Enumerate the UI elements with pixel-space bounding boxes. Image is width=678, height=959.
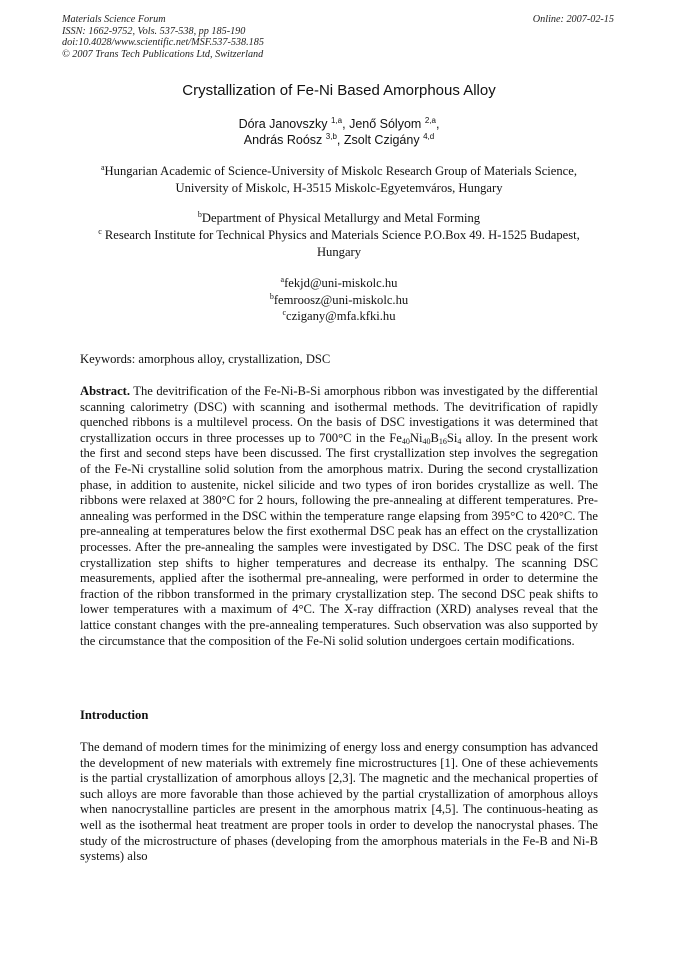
affiliation-c: $^c$ Research Institute for Technical Physics and Materials Science P.O.Box 49. H-1525 Budapest, Hungary bbox=[98, 227, 580, 259]
affiliation-a: $^a$Hungarian Academic of Science-University of Miskolc Research Group of Materials Science, University of Miskolc, H-3515 Miskolc-Egyetemváros, Hungary bbox=[100, 163, 578, 195]
author-affil-mark: 4,d bbox=[423, 132, 435, 141]
author-name: Zsolt Czigány bbox=[343, 133, 420, 147]
keywords: Keywords: amorphous alloy, crystallization, DSC bbox=[80, 352, 331, 366]
section-heading-introduction: Introduction bbox=[80, 708, 149, 722]
abstract: Abstract. The devitrification of the Fe-Ni-B-Si amorphous ribbon was investigated by the differential scanning calorimetry (DSC) with scanning and isothermal methods. The devitrification of rapidly quenched ribbons is a multilevel process. On the basis of DSC investigations it was determined that crystallization occurs in three processes up to 700°C in the $Fe_{40}Ni_{40}B_{16}Si_4$ alloy. In the present work the first and second steps have been discussed. The first crystallization step involves the segregation of the Fe-Ni crystalline solid solution from the amorphous matrix. During the second crystallization phase, in addition to austenite, nickel silicide and two types of iron borides crystallize as well. The ribbons were relaxed at 380°C for 2 hours, following the pre-annealing at different temperatures. Pre-annealing was performed in the DSC within the temperature range elapsing from 395°C to 420°C. The pre-annealing at temperatures below the first exothermal DSC peak has an effect on the crystallization processes. After the pre-annealing the samples were investigated by DSC. The DSC peak of the first crystallization step shifts to higher temperatures and decrease its enthalpy. The scanning DSC measurements, applied after the isothermal pre-annealing, were performed in order to determine the fraction of the ribbon transformed in the primary crystallization step. The second DSC peak shifts to lower temperatures with a maximum of 4°C. The X-ray diffraction (XRD) analyses reveal that the lattice constant changes with the pre-annealing temperatures. Such observation was also supported by the circumstance that the composition of the Fe-Ni solid solution undergoes certain modifications. bbox=[80, 384, 598, 648]
email-item[interactable]: $^b$femroosz@uni-miskolc.hu bbox=[269, 291, 409, 307]
author-name: Jenő Sólyom bbox=[349, 117, 422, 131]
author-name: András Roósz bbox=[243, 133, 323, 147]
abstract-label: Abstract. bbox=[80, 384, 131, 398]
author-affil-mark: 2,a bbox=[424, 116, 436, 125]
email-item[interactable]: $^c$czigany@mfa.kfki.hu bbox=[282, 308, 396, 323]
author-line-1: Dóra Janovszky $^{1,a}$, Jenő Sólyom $^{2,a}$, bbox=[238, 116, 440, 131]
affiliation-mark: a bbox=[100, 163, 105, 172]
email-list bbox=[0, 275, 678, 325]
email-item[interactable]: $^a$fekjd@uni-miskolc.hu bbox=[280, 275, 398, 290]
author-affil-mark: 1,a bbox=[330, 116, 343, 125]
author-list bbox=[0, 116, 678, 148]
affiliation-mark: c bbox=[98, 227, 102, 236]
issn-line: ISSN: 1662-9752, Vols. 537-538, pp 185-190 bbox=[62, 25, 246, 37]
paper-title: Crystallization of Fe-Ni Based Amorphous Alloy bbox=[182, 82, 496, 99]
author-name: Dóra Janovszky bbox=[238, 117, 328, 131]
affiliation-mark: b bbox=[197, 210, 202, 219]
author-affil-mark: 3,b bbox=[325, 132, 337, 141]
journal-header bbox=[62, 14, 264, 60]
copyright-line: © 2007 Trans Tech Publications Ltd, Switzerland bbox=[62, 48, 264, 60]
author-line-2: András Roósz $^{3,b}$, Zsolt Czigány $^{4,d}$ bbox=[243, 132, 435, 147]
journal-name: Materials Science Forum bbox=[62, 14, 166, 25]
introduction-paragraph: The demand of modern times for the minimizing of energy loss and energy consumption has advanced the development of new materials with extremely fine microstructures [1]. One of these achievements is the partial crystallization of amorphous alloys [2,3]. The magnetic and the mechanical properties of such alloys are more favorable than those achieved by the partial crystallization of amorphous alloys when nanocrystalline particles are present in the amorphous matrix [4,5]. The continuous-heating as well as the isothermal heat treatment are proper tools in order to develop the nanocrystal phases. The study of the microstructure of phases (developing from the amorphous materials in the Fe-B and Ni-B systems) also bbox=[80, 740, 598, 864]
affiliation-b: $^b$Department of Physical Metallurgy and Metal Forming bbox=[197, 210, 481, 225]
doi-line[interactable]: doi:10.4028/www.scientific.net/MSF.537-538.185 bbox=[62, 37, 264, 49]
online-date: Online: 2007-02-15 bbox=[532, 14, 614, 25]
